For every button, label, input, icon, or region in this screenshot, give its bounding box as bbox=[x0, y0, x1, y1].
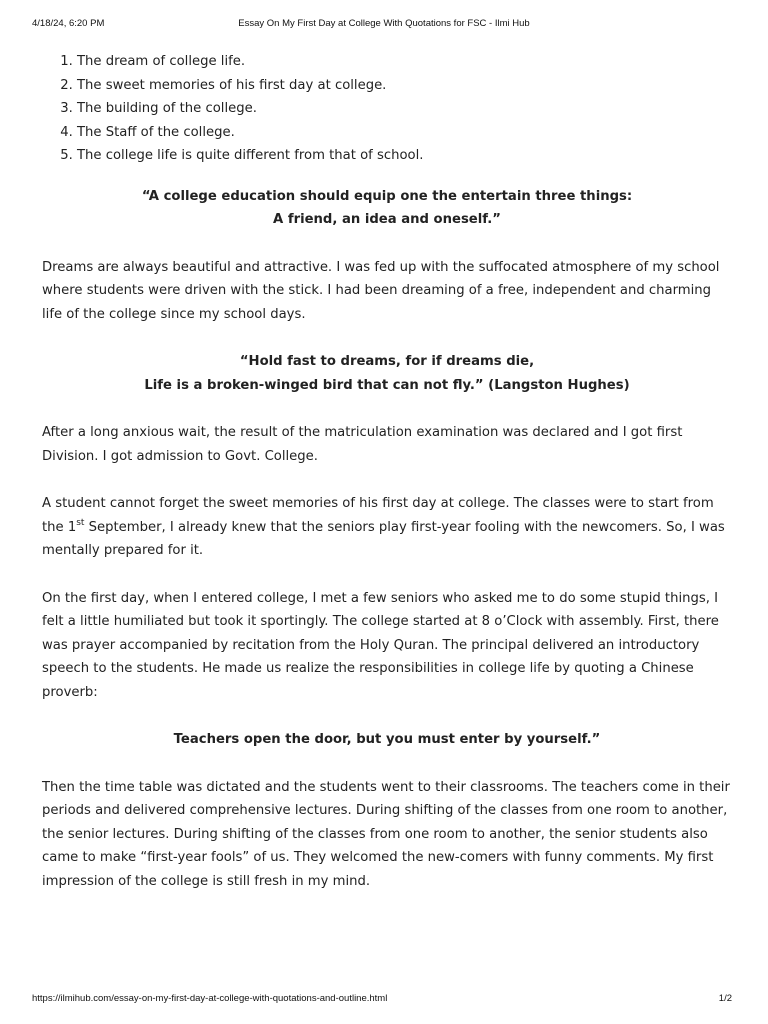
ordinal-suffix: st bbox=[76, 517, 85, 528]
paragraph-text: A student cannot forget the sweet memories of his first day at college. The classes were to start from the 1 bbox=[42, 496, 714, 535]
quotation-langston-hughes bbox=[42, 350, 732, 397]
print-footer bbox=[32, 993, 736, 1007]
quotation-chinese-proverb: Teachers open the door, but you must enter by yourself.” bbox=[173, 732, 601, 747]
paragraph-memories bbox=[42, 492, 732, 563]
print-datetime: 4/18/24, 6:20 PM bbox=[32, 18, 105, 29]
quote-line: “A college education should equip one the entertain three things: bbox=[141, 188, 633, 204]
outline-item: 1. The dream of college life. bbox=[77, 50, 732, 74]
essay-outline bbox=[42, 50, 732, 168]
essay-content bbox=[42, 50, 732, 893]
paragraph-text: September, I already knew that the seniors play first-year fooling with the newcomers. So, I was mentally prepared for it. bbox=[42, 519, 725, 558]
quote-line: A friend, an idea and oneself.” bbox=[273, 212, 501, 227]
paragraph-result: After a long anxious wait, the result of the matriculation examination was declared and I got first Division. I got admission to Govt. College. bbox=[42, 425, 683, 464]
quotation-college-education bbox=[42, 185, 732, 232]
page-number: 1/2 bbox=[718, 993, 732, 1004]
outline-item: 3. The building of the college. bbox=[77, 97, 732, 121]
print-header bbox=[32, 18, 736, 32]
paragraph-first-day: On the first day, when I entered college, I met a few seniors who asked me to do some stupid things, I felt a little humiliated but took it sportingly. The college started at 8 o’Clock with assembly. First, there was prayer accompanied by recitation from the Holy Quran. The principal delivered an introductory speech to the students. He made us realize the responsibilities in college life by quoting a Chinese proverb: bbox=[42, 590, 719, 700]
outline-item: 2. The sweet memories of his first day at college. bbox=[77, 74, 732, 98]
page-url: https://ilmihub.com/essay-on-my-first-day-at-college-with-quotations-and-outline.html bbox=[32, 993, 388, 1004]
quote-line: Life is a broken-winged bird that can not fly.” (Langston Hughes) bbox=[144, 377, 630, 393]
quote-line: “Hold fast to dreams, for if dreams die, bbox=[239, 354, 535, 369]
outline-item: 4. The Staff of the college. bbox=[77, 121, 732, 145]
outline-item: 5. The college life is quite different from that of school. bbox=[77, 144, 732, 168]
paragraph-time-table: Then the time table was dictated and the students went to their classrooms. The teachers come in their periods and delivered comprehensive lectures. During shifting of the classes from one room to another, the senior lectures. During shifting of the classes from one room to another, the senior students also came to make “first-year fools” of us. They welcomed the new-comers with funny comments. My first impression of the college is still fresh in my mind. bbox=[42, 779, 730, 889]
print-page-title: Essay On My First Day at College With Quotations for FSC - Ilmi Hub bbox=[238, 18, 530, 29]
paragraph-dreams: Dreams are always beautiful and attractive. I was fed up with the suffocated atmosphere of my school where students were driven with the stick. I had been dreaming of a free, independent and charming life of the college since my school days. bbox=[42, 259, 720, 322]
